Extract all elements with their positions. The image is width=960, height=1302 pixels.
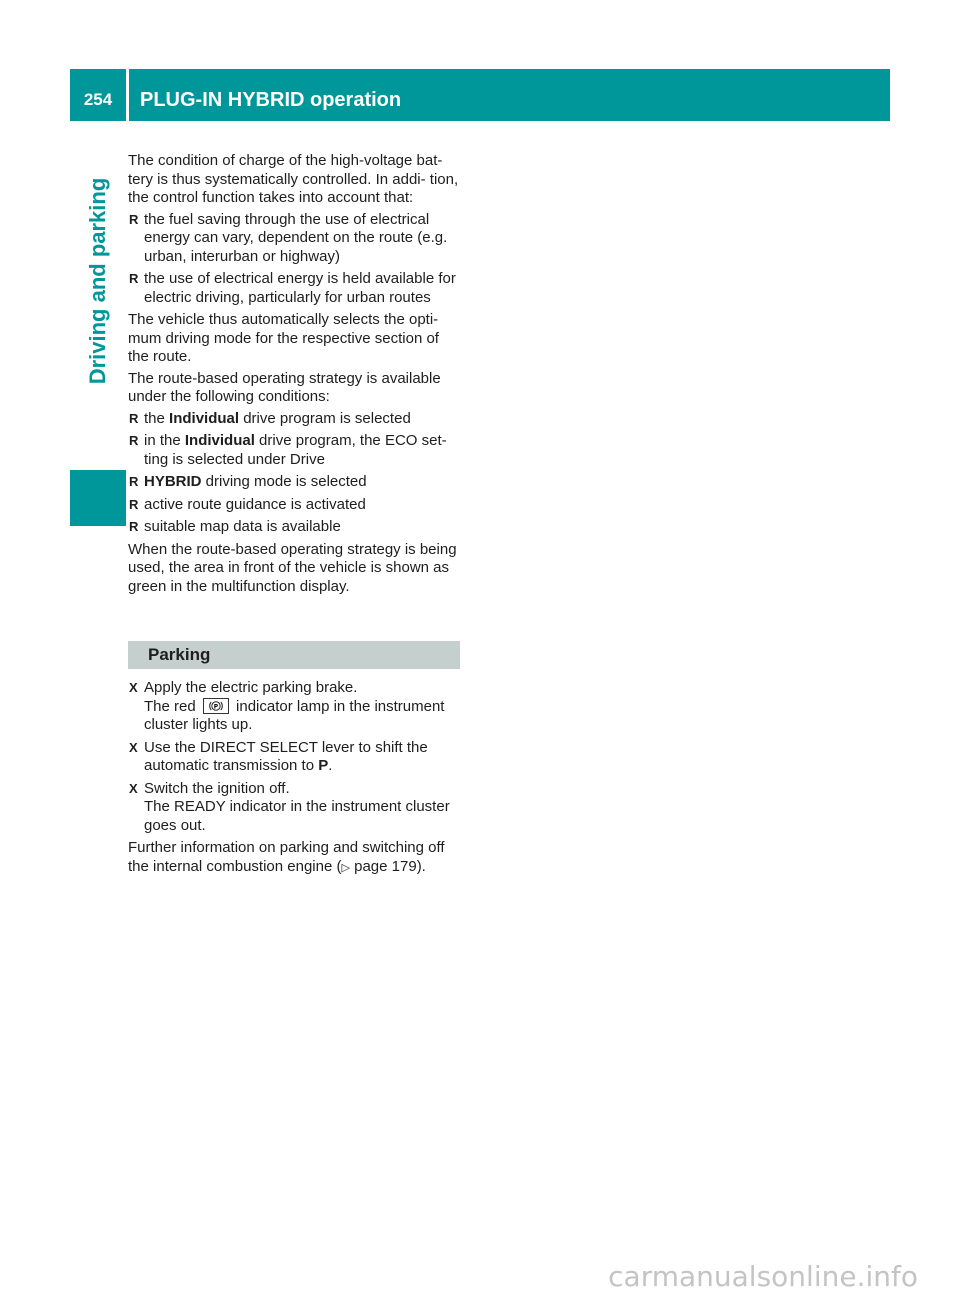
text-run: Use the DIRECT SELECT lever to shift the automatic transmission to [144, 738, 428, 774]
svg-text:P: P [213, 702, 219, 710]
step-result: The READY indicator in the instrument cluster goes out. [144, 798, 450, 834]
step-result [144, 698, 460, 735]
list-item [128, 211, 460, 267]
page-reference-link[interactable]: page 179 [354, 857, 417, 875]
list-item [128, 432, 460, 469]
list-item-text [144, 473, 367, 490]
page-number: 254 [83, 90, 113, 109]
header-divider [126, 69, 129, 121]
bullet-icon: R [129, 410, 139, 426]
list-item [128, 473, 460, 492]
text-run: ). [416, 857, 426, 875]
text-bold: Individual [184, 432, 255, 449]
text-bold: HYBRID [144, 473, 202, 490]
list-item [128, 518, 460, 537]
list-item-text: the fuel saving through the use of electrical energy can vary, dependent on the route (e.g. urban, interurban or highway) [144, 210, 448, 265]
text-run: driving mode is selected [201, 473, 367, 490]
step-text: Apply the electric parking brake. [144, 679, 358, 696]
text-run: drive program, the ECO set- ting is selected under Drive [144, 432, 447, 468]
step-text [144, 739, 460, 776]
section-tab [70, 121, 126, 441]
list-item [128, 496, 460, 515]
text-run: Further information on parking and switching off the internal combustion engine ( [128, 839, 445, 875]
bullet-icon: R [129, 474, 139, 489]
text-bold: P [318, 757, 329, 774]
text-run: drive program is selected [239, 409, 411, 427]
parking-brake-icon [203, 698, 229, 714]
bullet-icon: R [129, 433, 139, 448]
list-item-text [144, 432, 447, 468]
text-run: . [328, 757, 333, 774]
step-text: Switch the ignition off. [144, 779, 290, 797]
bullet-icon: R [129, 519, 139, 534]
step-arrow-icon: X [129, 739, 138, 755]
step-arrow-icon: X [129, 680, 138, 695]
page-reference-icon: ▷ [341, 861, 350, 874]
list-item-text: suitable map data is available [144, 518, 341, 535]
section-tab-label: Driving and parking [85, 177, 110, 385]
paragraph: When the route-based operating strategy is being used, the area in front of the vehicle is shown as green in the multifunction display. [128, 540, 457, 595]
step-arrow-icon: X [129, 780, 138, 796]
section-tab-block [70, 470, 126, 526]
paragraph [128, 839, 460, 877]
page-title: PLUG-IN HYBRID operation [140, 88, 402, 111]
list-item [128, 410, 460, 429]
watermark: carmanualsonline.info [608, 1260, 918, 1293]
bullet-icon: R [129, 211, 139, 227]
instruction-step [128, 679, 460, 735]
main-content [128, 152, 460, 880]
bullet-icon: R [129, 271, 139, 286]
text-run: in the [144, 432, 185, 449]
list-item-text [144, 410, 411, 427]
instruction-step [128, 739, 460, 776]
text-run: indicator lamp in the instrument cluster lights up. [144, 697, 445, 733]
list-item-text: the use of electrical energy is held available for electric driving, particularly for urban routes [144, 270, 456, 306]
list-item-text: active route guidance is activated [144, 495, 366, 513]
list-item [128, 270, 460, 307]
intro-paragraph: The condition of charge of the high-voltage bat- tery is thus systematically controlled. In addi- tion, the control function takes into account that: [128, 152, 459, 206]
section-heading-text: Parking [148, 644, 211, 664]
section-heading-parking [128, 641, 460, 669]
paragraph: The vehicle thus automatically selects the opti- mum driving mode for the respective section of the route. [128, 311, 439, 365]
text-run: The red [144, 697, 200, 715]
instruction-step [128, 780, 460, 836]
text-run: the [144, 409, 170, 427]
bullet-icon: R [129, 496, 139, 512]
text-bold: Individual [169, 409, 240, 427]
paragraph: The route-based operating strategy is available under the following conditions: [128, 369, 441, 405]
